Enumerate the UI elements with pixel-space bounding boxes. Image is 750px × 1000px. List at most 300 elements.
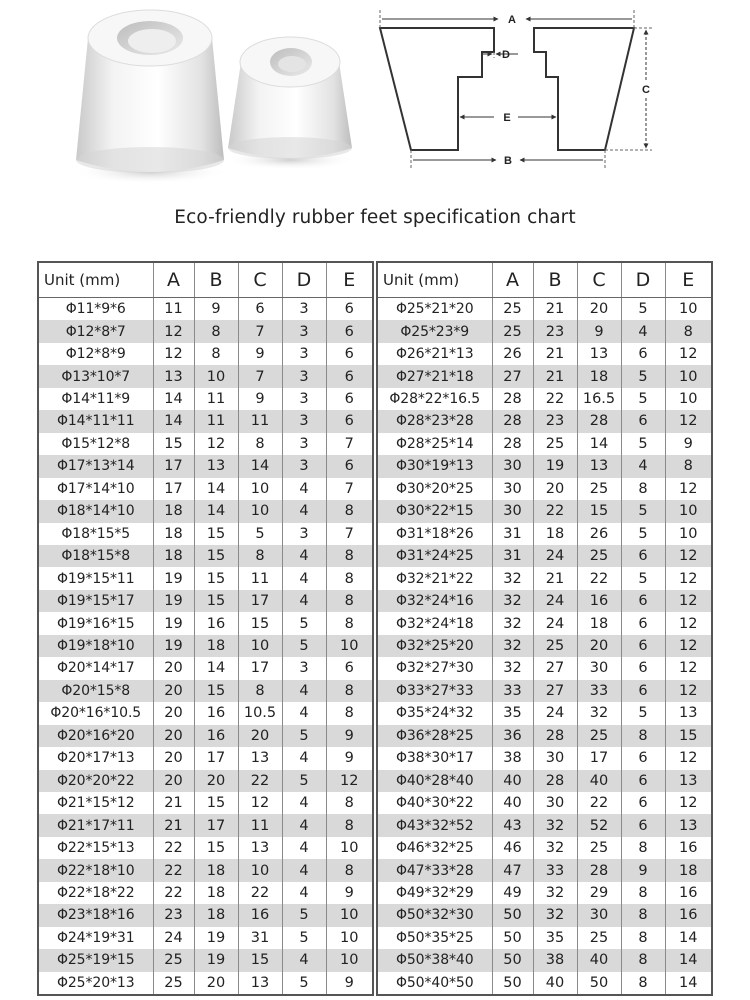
cell-c: 8: [238, 433, 282, 455]
cell-b: 8: [194, 343, 238, 365]
cell-c: 13: [238, 747, 282, 769]
cell-b: 9: [194, 298, 238, 321]
cell-b: 24: [533, 612, 577, 634]
cell-d: 3: [282, 320, 326, 342]
cell-a: 20: [153, 747, 194, 769]
cell-e: 7: [326, 478, 373, 500]
header-a: A: [492, 262, 533, 298]
cell-unit: Φ50*32*30: [377, 904, 492, 926]
table-row: [377, 320, 712, 342]
table-row: [377, 500, 712, 522]
cell-c: 20: [577, 635, 621, 657]
cell-e: 10: [665, 500, 712, 522]
cell-unit: Φ28*22*16.5: [389, 391, 481, 408]
cell-c: 17: [238, 590, 282, 612]
cell-e: 8: [326, 814, 373, 836]
cell-d: 4: [282, 814, 326, 836]
cell-d: 4: [282, 680, 326, 702]
cell-a: 20: [153, 770, 194, 792]
cell-a: 32: [492, 567, 533, 589]
header-e: E: [326, 262, 373, 298]
cell-d: 5: [621, 702, 665, 724]
table-row: [377, 635, 712, 657]
cell-d: 5: [621, 523, 665, 545]
cell-b: 16: [194, 612, 238, 634]
cell-d: 5: [621, 365, 665, 387]
cell-c: 13: [238, 972, 282, 995]
cell-e: 10: [326, 837, 373, 859]
cell-d: 5: [282, 612, 326, 634]
cell-a: 40: [492, 792, 533, 814]
cell-e: 14: [665, 949, 712, 971]
cell-a: 24: [153, 927, 194, 949]
cell-c: 22: [577, 792, 621, 814]
header-c: C: [577, 262, 621, 298]
cell-b: 30: [533, 792, 577, 814]
cell-unit: Φ12*8*9: [65, 346, 126, 363]
table-row: [377, 859, 712, 881]
cell-unit: Φ20*16*10.5: [50, 705, 142, 722]
cell-c: 20: [238, 725, 282, 747]
table-row: [38, 612, 373, 634]
cell-a: 19: [153, 567, 194, 589]
cell-c: 10: [238, 635, 282, 657]
cell-e: 12: [665, 545, 712, 567]
table-row: [38, 657, 373, 679]
cell-d: 4: [282, 702, 326, 724]
cell-e: 6: [326, 657, 373, 679]
cell-a: 30: [492, 500, 533, 522]
table-row: [377, 455, 712, 477]
cell-c: 13: [577, 455, 621, 477]
table-row: [38, 455, 373, 477]
table-row: [38, 680, 373, 702]
cell-unit: Φ14*11*11: [38, 410, 153, 432]
cell-c: 15: [238, 612, 282, 634]
cell-b: 15: [194, 567, 238, 589]
cell-e: 12: [665, 478, 712, 500]
table-row: [377, 523, 712, 545]
cell-c: 25: [577, 725, 621, 747]
cell-unit: Φ20*15*8: [38, 680, 153, 702]
cell-b: 33: [533, 859, 577, 881]
cell-d: 8: [621, 837, 665, 859]
cell-a: 12: [153, 320, 194, 342]
table-row: [377, 904, 712, 926]
foot-cross-section: [380, 28, 494, 150]
cell-unit: Φ21*15*12: [56, 795, 135, 812]
cell-unit: Φ35*24*32: [395, 705, 474, 722]
cell-c: 16: [577, 590, 621, 612]
cell-b: 15: [194, 792, 238, 814]
cell-a: 14: [153, 410, 194, 432]
cell-unit: Φ30*22*15: [377, 500, 492, 522]
cell-d: 3: [282, 365, 326, 387]
cell-d: 4: [282, 590, 326, 612]
cell-a: 50: [492, 927, 533, 949]
table-row: [38, 410, 373, 432]
table-row: [38, 365, 373, 387]
cell-d: 8: [621, 882, 665, 904]
cell-a: 35: [492, 702, 533, 724]
cell-d: 8: [621, 478, 665, 500]
cell-unit: Φ17*13*14: [38, 455, 153, 477]
table-row: [377, 365, 712, 387]
cell-c: 10: [238, 859, 282, 881]
cell-e: 16: [665, 837, 712, 859]
table-row: [377, 747, 712, 769]
cell-unit: Φ18*15*5: [61, 525, 131, 542]
cell-b: 21: [533, 343, 577, 365]
cell-d: 5: [621, 567, 665, 589]
label-c: C: [642, 84, 650, 96]
cell-b: 15: [194, 590, 238, 612]
cell-c: 13: [577, 343, 621, 365]
table-row: [377, 927, 712, 949]
cell-unit: Φ19*16*15: [56, 615, 135, 632]
cell-d: 5: [282, 972, 326, 995]
cell-unit: Φ12*8*7: [38, 320, 153, 342]
cell-a: 22: [153, 837, 194, 859]
cell-unit: Φ11*9*6: [65, 301, 126, 318]
cell-a: 21: [153, 792, 194, 814]
cell-c: 7: [238, 320, 282, 342]
cell-e: 9: [326, 882, 373, 904]
cell-unit: Φ36*28*25: [377, 725, 492, 747]
cell-b: 14: [194, 657, 238, 679]
table-row: [377, 590, 712, 612]
table-row: [377, 814, 712, 836]
cell-b: 40: [533, 972, 577, 995]
dimension-diagram: [370, 0, 670, 200]
cell-e: 8: [326, 590, 373, 612]
table-row: [38, 545, 373, 567]
cell-unit: Φ33*27*33: [377, 680, 492, 702]
cell-e: 9: [326, 725, 373, 747]
cell-d: 9: [621, 859, 665, 881]
cell-d: 4: [282, 882, 326, 904]
cell-a: 28: [492, 388, 533, 410]
cell-b: 24: [533, 702, 577, 724]
table-row: [377, 612, 712, 634]
cell-unit: Φ27*21*18: [377, 365, 492, 387]
cell-d: 6: [621, 770, 665, 792]
cell-a: 50: [492, 972, 533, 995]
cell-e: 12: [665, 612, 712, 634]
table-row: [38, 904, 373, 926]
cell-d: 5: [282, 927, 326, 949]
cell-e: 10: [326, 904, 373, 926]
cell-e: 8: [326, 680, 373, 702]
cell-b: 25: [533, 433, 577, 455]
cell-b: 15: [194, 545, 238, 567]
cell-d: 4: [282, 567, 326, 589]
cell-d: 3: [282, 523, 326, 545]
cell-b: 10: [194, 365, 238, 387]
cell-e: 16: [665, 882, 712, 904]
cell-e: 12: [665, 657, 712, 679]
cell-a: 19: [153, 635, 194, 657]
cell-e: 8: [326, 500, 373, 522]
cell-c: 15: [577, 500, 621, 522]
cell-e: 8: [326, 612, 373, 634]
table-row: [38, 859, 373, 881]
table-row: [377, 433, 712, 455]
header-unit: Unit (mm): [38, 262, 153, 298]
cell-c: 40: [577, 770, 621, 792]
cell-unit: Φ31*24*25: [377, 545, 492, 567]
label-e: E: [503, 112, 511, 124]
cell-c: 10: [238, 478, 282, 500]
cell-c: 33: [577, 680, 621, 702]
cell-a: 12: [153, 343, 194, 365]
cell-b: 35: [533, 927, 577, 949]
cell-c: 16: [238, 904, 282, 926]
table-row: [377, 770, 712, 792]
cell-d: 4: [282, 545, 326, 567]
cell-unit: Φ21*17*11: [38, 814, 153, 836]
cell-d: 8: [621, 725, 665, 747]
cell-b: 28: [533, 725, 577, 747]
cell-e: 14: [665, 972, 712, 995]
cell-unit: Φ20*20*22: [38, 770, 153, 792]
cell-d: 6: [621, 657, 665, 679]
label-b: B: [504, 155, 512, 167]
cell-unit: Φ19*18*10: [38, 635, 153, 657]
header-c: C: [238, 262, 282, 298]
dimension-e: [460, 112, 556, 124]
cell-unit: Φ47*33*28: [377, 859, 492, 881]
cell-d: 4: [621, 320, 665, 342]
cell-e: 12: [665, 680, 712, 702]
cell-b: 15: [194, 680, 238, 702]
cell-e: 13: [665, 814, 712, 836]
cell-b: 21: [533, 567, 577, 589]
cell-a: 32: [492, 590, 533, 612]
cell-unit: Φ25*20*13: [56, 974, 135, 991]
cell-unit: Φ40*30*22: [395, 795, 474, 812]
cell-a: 46: [492, 837, 533, 859]
cell-b: 21: [533, 298, 577, 321]
cell-unit: Φ28*25*14: [395, 435, 474, 452]
cell-b: 32: [533, 904, 577, 926]
table-row: [38, 837, 373, 859]
cell-b: 19: [194, 949, 238, 971]
cell-d: 3: [282, 455, 326, 477]
cell-unit: Φ49*32*29: [395, 885, 474, 901]
table-row: [38, 635, 373, 657]
cell-d: 4: [621, 455, 665, 477]
cell-d: 6: [621, 612, 665, 634]
cell-e: 8: [326, 859, 373, 881]
cell-c: 32: [577, 702, 621, 724]
cell-e: 12: [665, 590, 712, 612]
cell-b: 38: [533, 949, 577, 971]
cell-c: 17: [577, 747, 621, 769]
cell-b: 21: [533, 365, 577, 387]
cell-d: 4: [282, 837, 326, 859]
cell-a: 50: [492, 904, 533, 926]
cell-c: 16.5: [577, 388, 621, 410]
cell-e: 8: [326, 545, 373, 567]
cell-a: 31: [492, 523, 533, 545]
cell-e: 9: [326, 972, 373, 995]
cell-c: 11: [238, 410, 282, 432]
cell-c: 30: [577, 904, 621, 926]
cell-unit: Φ50*35*25: [395, 929, 474, 946]
cell-b: 19: [194, 927, 238, 949]
header-b: B: [194, 262, 238, 298]
cell-a: 32: [492, 657, 533, 679]
table-row: [38, 770, 373, 792]
cell-unit: Φ13*10*7: [38, 365, 153, 387]
cell-d: 4: [282, 792, 326, 814]
large-rubber-foot: [72, 10, 228, 184]
cell-c: 31: [238, 927, 282, 949]
cell-e: 14: [665, 927, 712, 949]
cell-c: 8: [238, 680, 282, 702]
cell-a: 18: [153, 545, 194, 567]
cell-c: 22: [238, 770, 282, 792]
cell-d: 6: [621, 814, 665, 836]
cell-unit: Φ25*21*20: [395, 301, 474, 318]
dimension-c: [642, 30, 650, 148]
cell-d: 8: [621, 949, 665, 971]
cell-e: 8: [665, 455, 712, 477]
cell-e: 16: [665, 904, 712, 926]
cell-a: 50: [492, 949, 533, 971]
cell-unit: Φ23*18*16: [38, 904, 153, 926]
cell-c: 25: [577, 545, 621, 567]
cell-c: 6: [238, 298, 282, 321]
dimension-a: [382, 14, 632, 26]
header-row: [38, 262, 373, 298]
spec-table-right: [376, 261, 713, 996]
cell-e: 13: [665, 770, 712, 792]
cell-a: 23: [153, 904, 194, 926]
header-e: E: [665, 262, 712, 298]
cell-a: 30: [492, 478, 533, 500]
cell-d: 3: [282, 657, 326, 679]
table-row: [377, 972, 712, 995]
table-row: [38, 478, 373, 500]
cell-a: 19: [153, 590, 194, 612]
cell-d: 5: [282, 635, 326, 657]
table-row: [38, 298, 373, 321]
cell-d: 4: [282, 747, 326, 769]
cell-e: 18: [665, 859, 712, 881]
cell-e: 12: [665, 747, 712, 769]
cell-b: 11: [194, 410, 238, 432]
cell-e: 10: [326, 949, 373, 971]
cell-e: 8: [326, 792, 373, 814]
cell-d: 5: [621, 500, 665, 522]
cell-d: 8: [621, 972, 665, 995]
cell-a: 30: [492, 455, 533, 477]
table-body: [377, 298, 712, 996]
cell-a: 14: [153, 388, 194, 410]
cell-c: 14: [577, 433, 621, 455]
cell-c: 52: [577, 814, 621, 836]
cell-unit: Φ14*11*9: [61, 391, 131, 408]
cell-c: 9: [577, 320, 621, 342]
cell-unit: Φ43*32*52: [377, 814, 492, 836]
cell-e: 6: [326, 320, 373, 342]
cell-c: 7: [238, 365, 282, 387]
cell-d: 6: [621, 343, 665, 365]
cell-unit: Φ18*14*10: [38, 500, 153, 522]
cell-b: 14: [194, 500, 238, 522]
cell-c: 26: [577, 523, 621, 545]
cell-a: 22: [153, 859, 194, 881]
table-row: [38, 500, 373, 522]
cell-unit: Φ19*15*17: [38, 590, 153, 612]
cell-e: 12: [326, 770, 373, 792]
cell-c: 11: [238, 814, 282, 836]
cell-b: 19: [533, 455, 577, 477]
cell-a: 20: [153, 702, 194, 724]
cell-b: 24: [533, 545, 577, 567]
cell-unit: Φ32*25*20: [377, 635, 492, 657]
cell-c: 50: [577, 972, 621, 995]
cell-unit: Φ19*15*11: [56, 570, 135, 587]
cell-b: 12: [194, 433, 238, 455]
cell-b: 32: [533, 837, 577, 859]
cell-d: 3: [282, 410, 326, 432]
table-row: [38, 523, 373, 545]
cell-d: 5: [621, 298, 665, 321]
table-row: [38, 972, 373, 995]
cell-b: 22: [533, 388, 577, 410]
cell-d: 3: [282, 343, 326, 365]
cell-d: 5: [282, 770, 326, 792]
cell-a: 17: [153, 455, 194, 477]
table-row: [38, 725, 373, 747]
cell-e: 7: [326, 523, 373, 545]
cell-c: 20: [577, 298, 621, 321]
cell-a: 18: [153, 500, 194, 522]
cell-b: 18: [194, 635, 238, 657]
cell-c: 8: [238, 545, 282, 567]
cell-unit: Φ25*23*9: [377, 320, 492, 342]
cell-a: 20: [153, 725, 194, 747]
cell-c: 17: [238, 657, 282, 679]
cell-unit: Φ22*15*13: [56, 840, 135, 857]
cell-d: 3: [282, 433, 326, 455]
header-unit: Unit (mm): [377, 262, 492, 298]
cell-a: 18: [153, 523, 194, 545]
table-row: [377, 298, 712, 321]
cell-b: 18: [194, 882, 238, 904]
table-row: [377, 702, 712, 724]
cell-c: 11: [238, 567, 282, 589]
cell-b: 23: [533, 410, 577, 432]
cell-d: 4: [282, 859, 326, 881]
cell-b: 30: [533, 747, 577, 769]
cell-d: 6: [621, 635, 665, 657]
cell-c: 12: [238, 792, 282, 814]
cell-c: 14: [238, 455, 282, 477]
cell-b: 13: [194, 455, 238, 477]
cell-b: 23: [533, 320, 577, 342]
cell-e: 10: [665, 523, 712, 545]
cell-c: 22: [577, 567, 621, 589]
cell-unit: Φ24*19*31: [56, 929, 135, 946]
cell-a: 21: [153, 814, 194, 836]
cell-e: 10: [665, 388, 712, 410]
cell-c: 25: [577, 478, 621, 500]
cell-b: 32: [533, 882, 577, 904]
